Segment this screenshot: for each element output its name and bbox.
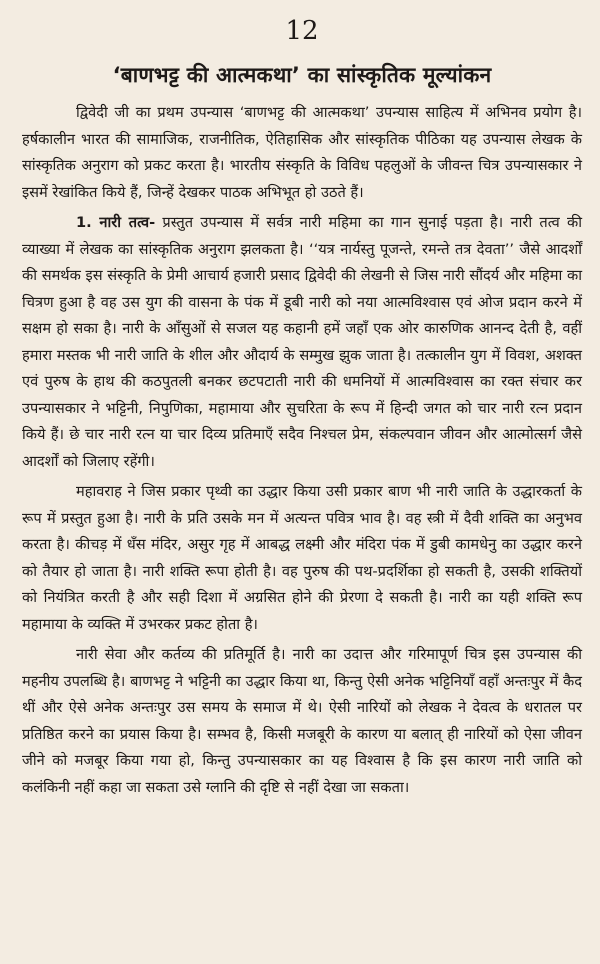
paragraph-nari-seva [22, 642, 582, 801]
paragraph-text: नारी सेवा और कर्तव्य की प्रतिमूर्ति है। नारी का उदात्त और गरिमापूर्ण चित्र इस उपन्यास की महनीय उपलब्धि है। बाणभट्ट ने भट्टिनी का उद्धार किया था, किन्तु ऐसी अनेक भट्टिनियाँ वहाँ अन्तःपुर में कैद थीं और ऐसे अनेक अन्तःपुर उस समय के समाज में थे। ऐसी नारियों को लेखक ने देवत्व के धरातल पर प्रतिष्ठित करने का प्रयास किया है। सम्भव है, किसी मजबूरी के कारण या बलात् ही नारियों को ऐसा जीवन जीने को मजबूर किया गया हो, किन्तु उपन्यासकार का यह विश्वास है कि इस कारण नारी जाति को कलंकिनी नहीं कहा जा सकता उसे ग्लानि की दृष्टि से नहीं देखा जा सकता। [22, 646, 582, 796]
section-heading: 1. नारी तत्व- [76, 214, 156, 231]
paragraph-nari-tatva [22, 210, 582, 475]
paragraph-text: महावराह ने जिस प्रकार पृथ्वी का उद्धार किया उसी प्रकार बाण भी नारी जाति के उद्धारकर्ता के रूप में प्रस्तुत हुआ है। नारी के प्रति उसके मन में अत्यन्त पवित्र भाव है। वह स्त्री में दैवी शक्ति का अनुभव करता है। कीचड़ में धँस मंदिर, असुर गृह में आबद्ध लक्ष्मी और मंदिरा पंक में डुबी कामधेनु का उद्धार करने को तैयार हो जाता है। नारी शक्ति रूपा होती है। वह पुरुष की पथ-प्रदर्शिका हो सकती है, उसकी शक्तियों को नियंत्रित करती है और सही दिशा में अग्रसित होने की प्रेरणा दे सकती है। नारी का यही शक्ति रूप महामाया के व्यक्ति में उभरकर प्रकट होता है। [22, 483, 582, 633]
paragraph-text: द्विवेदी जी का प्रथम उपन्यास ‘बाणभट्ट की आत्मकथा’ उपन्यास साहित्य में अभिनव प्रयोग है। हर्षकालीन भारत की सामाजिक, राजनीतिक, ऐतिहासिक और सांस्कृतिक पीठिका यह उपन्यास लेखक के सांस्कृतिक अनुराग को प्रकट करता है। भारतीय संस्कृति के विविध पहलुओं के जीवन्त चित्र उपन्यासकार ने इसमें रेखांकित किये हैं, जिन्हें देखकर पाठक अभिभूत हो उठते हैं। [22, 104, 582, 201]
page-number: 12 [285, 16, 319, 46]
paragraph-mahavarah [22, 479, 582, 638]
chapter-title: ‘बाणभट्ट की आत्मकथा’ का सांस्कृतिक मूल्यांकन [112, 63, 492, 87]
paragraph-intro [22, 100, 582, 206]
paragraph-text: प्रस्तुत उपन्यास में सर्वत्र नारी महिमा का गान सुनाई पड़ता है। नारी तत्व की व्याख्या में लेखक का सांस्कृतिक अनुराग झलकता है। ‘‘यत्र नार्यस्तु पूजन्ते, रमन्ते तत्र देवता’’ जैसे आदर्शों की समर्थक इस संस्कृति के प्रेमी आचार्य हजारी प्रसाद द्विवेदी की लेखनी से जिस नारी सौंदर्य और महिमा का चित्रण हुआ है वह उस युग की वासना के पंक में डूबी नारी को नया आत्मविश्वास एवं ओज प्रदान करने में सक्षम हो सका है। नारी के आँसुओं से सजल यह कहानी हमें जहाँ एक ओर कारुणिक आनन्द देती है, वहीं हमारा मस्तक भी नारी जाति के शील और औदार्य के सम्मुख झुक जाता है। तत्कालीन युग में विवश, अशक्त एवं पुरुष के हाथ की कठपुतली बनकर छटपटाती नारी की धमनियों में आत्मविश्वास का रक्त संचार कर उपन्यासकार ने भट्टिनी, निपुणिका, महामाया और सुचरिता के रूप में हिन्दी जगत को चार नारी रत्न प्रदान किये हैं। छे चार नारी रत्न या चार दिव्य प्रतिमाएँ सदैव निश्चल प्रेम, संकल्पवान जीवन और आत्मोत्सर्ग जैसे आदर्शों को जिलाए रहेंगी। [22, 214, 582, 470]
